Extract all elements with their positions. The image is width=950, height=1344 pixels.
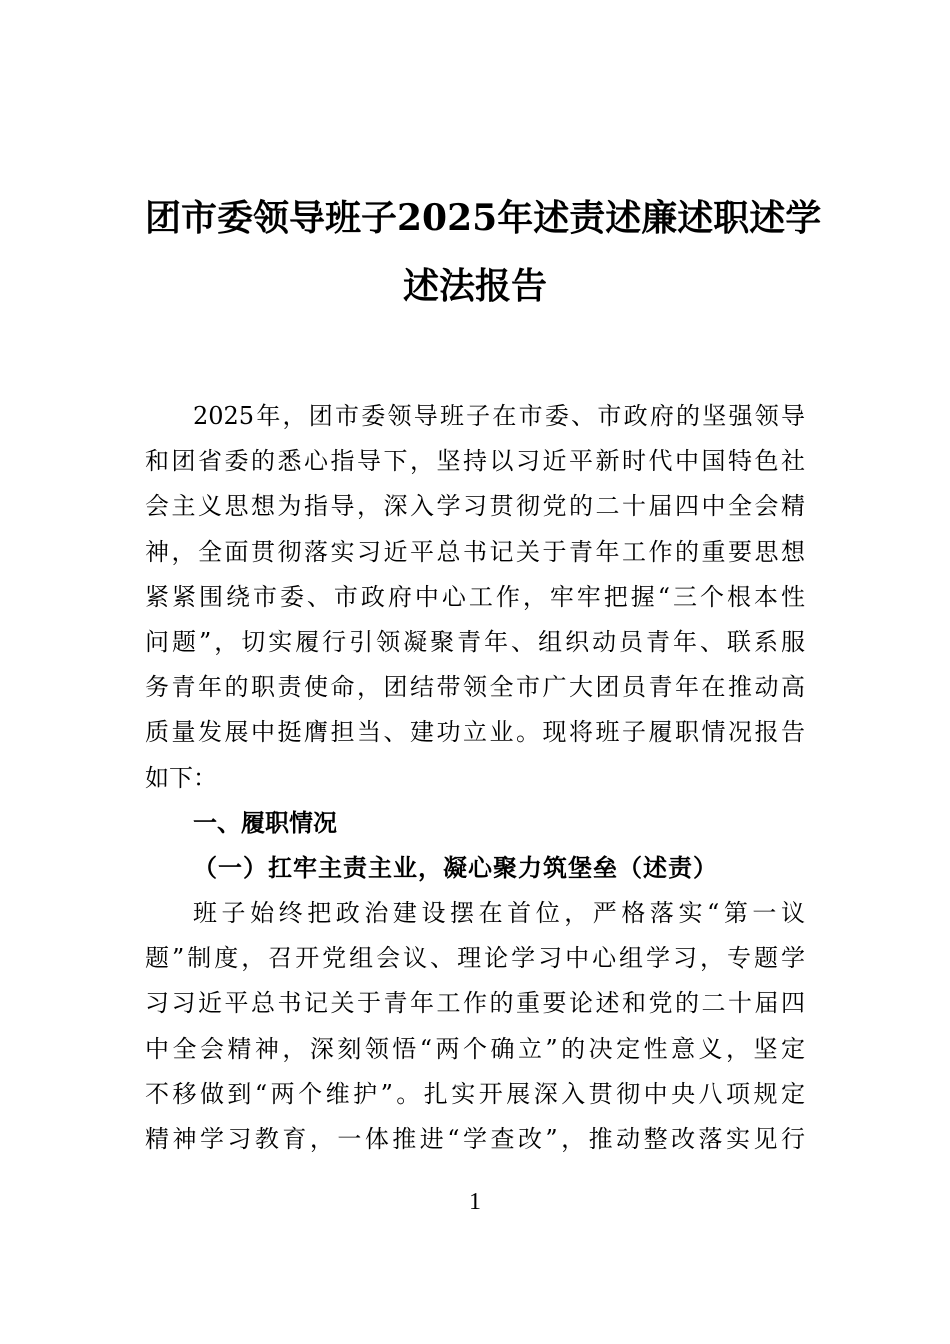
paragraph-1-line: 问题”，切实履行引领凝聚青年、组织动员青年、联系服	[145, 627, 805, 656]
paragraph-2-line: 精神学习教育，一体推进“学查改”，推动整改落实见行	[145, 1125, 805, 1153]
paragraph-1-line: 紧紧围绕市委、市政府中心工作，牢牢把握“三个根本性	[145, 582, 805, 611]
paragraph-1-line: 如下：	[145, 763, 217, 792]
paragraph-1-line: 会主义思想为指导，深入学习贯彻党的二十届四中全会精	[145, 492, 805, 521]
paragraph-1-line: 质量发展中挺膺担当、建功立业。现将班子履职情况报告	[145, 718, 805, 747]
paragraph-1-line: 务青年的职责使命，团结带领全市广大团员青年在推动高	[145, 673, 805, 702]
document-title-line-1: 团市委领导班子2025年述责述廉述职述学	[145, 197, 822, 239]
paragraph-2-line: 习习近平总书记关于青年工作的重要论述和党的二十届四	[145, 989, 805, 1018]
paragraph-2-line: 题”制度，召开党组会议、理论学习中心组学习，专题学	[145, 944, 805, 973]
document-title-line-2: 述法报告	[402, 265, 547, 307]
paragraph-2-line: 不移做到“两个维护”。扎实开展深入贯彻中央八项规定	[145, 1079, 805, 1108]
paragraph-1-line: 和团省委的悉心指导下，坚持以习近平新时代中国特色社	[145, 447, 805, 476]
section-subheading: （一）扛牢主责主业，凝心聚力筑堡垒（述责）	[193, 852, 718, 882]
paragraph-2-line: 班子始终把政治建设摆在首位，严格落实“第一议	[193, 899, 805, 928]
page-number: 1	[469, 1189, 481, 1215]
document-body	[145, 398, 805, 1166]
paragraph-1-line: 2025年，团市委领导班子在市委、市政府的坚强领导	[193, 402, 805, 430]
section-heading: 一、履职情况	[193, 808, 337, 837]
paragraph-2-line: 中全会精神，深刻领悟“两个确立”的决定性意义，坚定	[145, 1034, 805, 1063]
paragraph-1-line: 神，全面贯彻落实习近平总书记关于青年工作的重要思想	[145, 537, 805, 566]
